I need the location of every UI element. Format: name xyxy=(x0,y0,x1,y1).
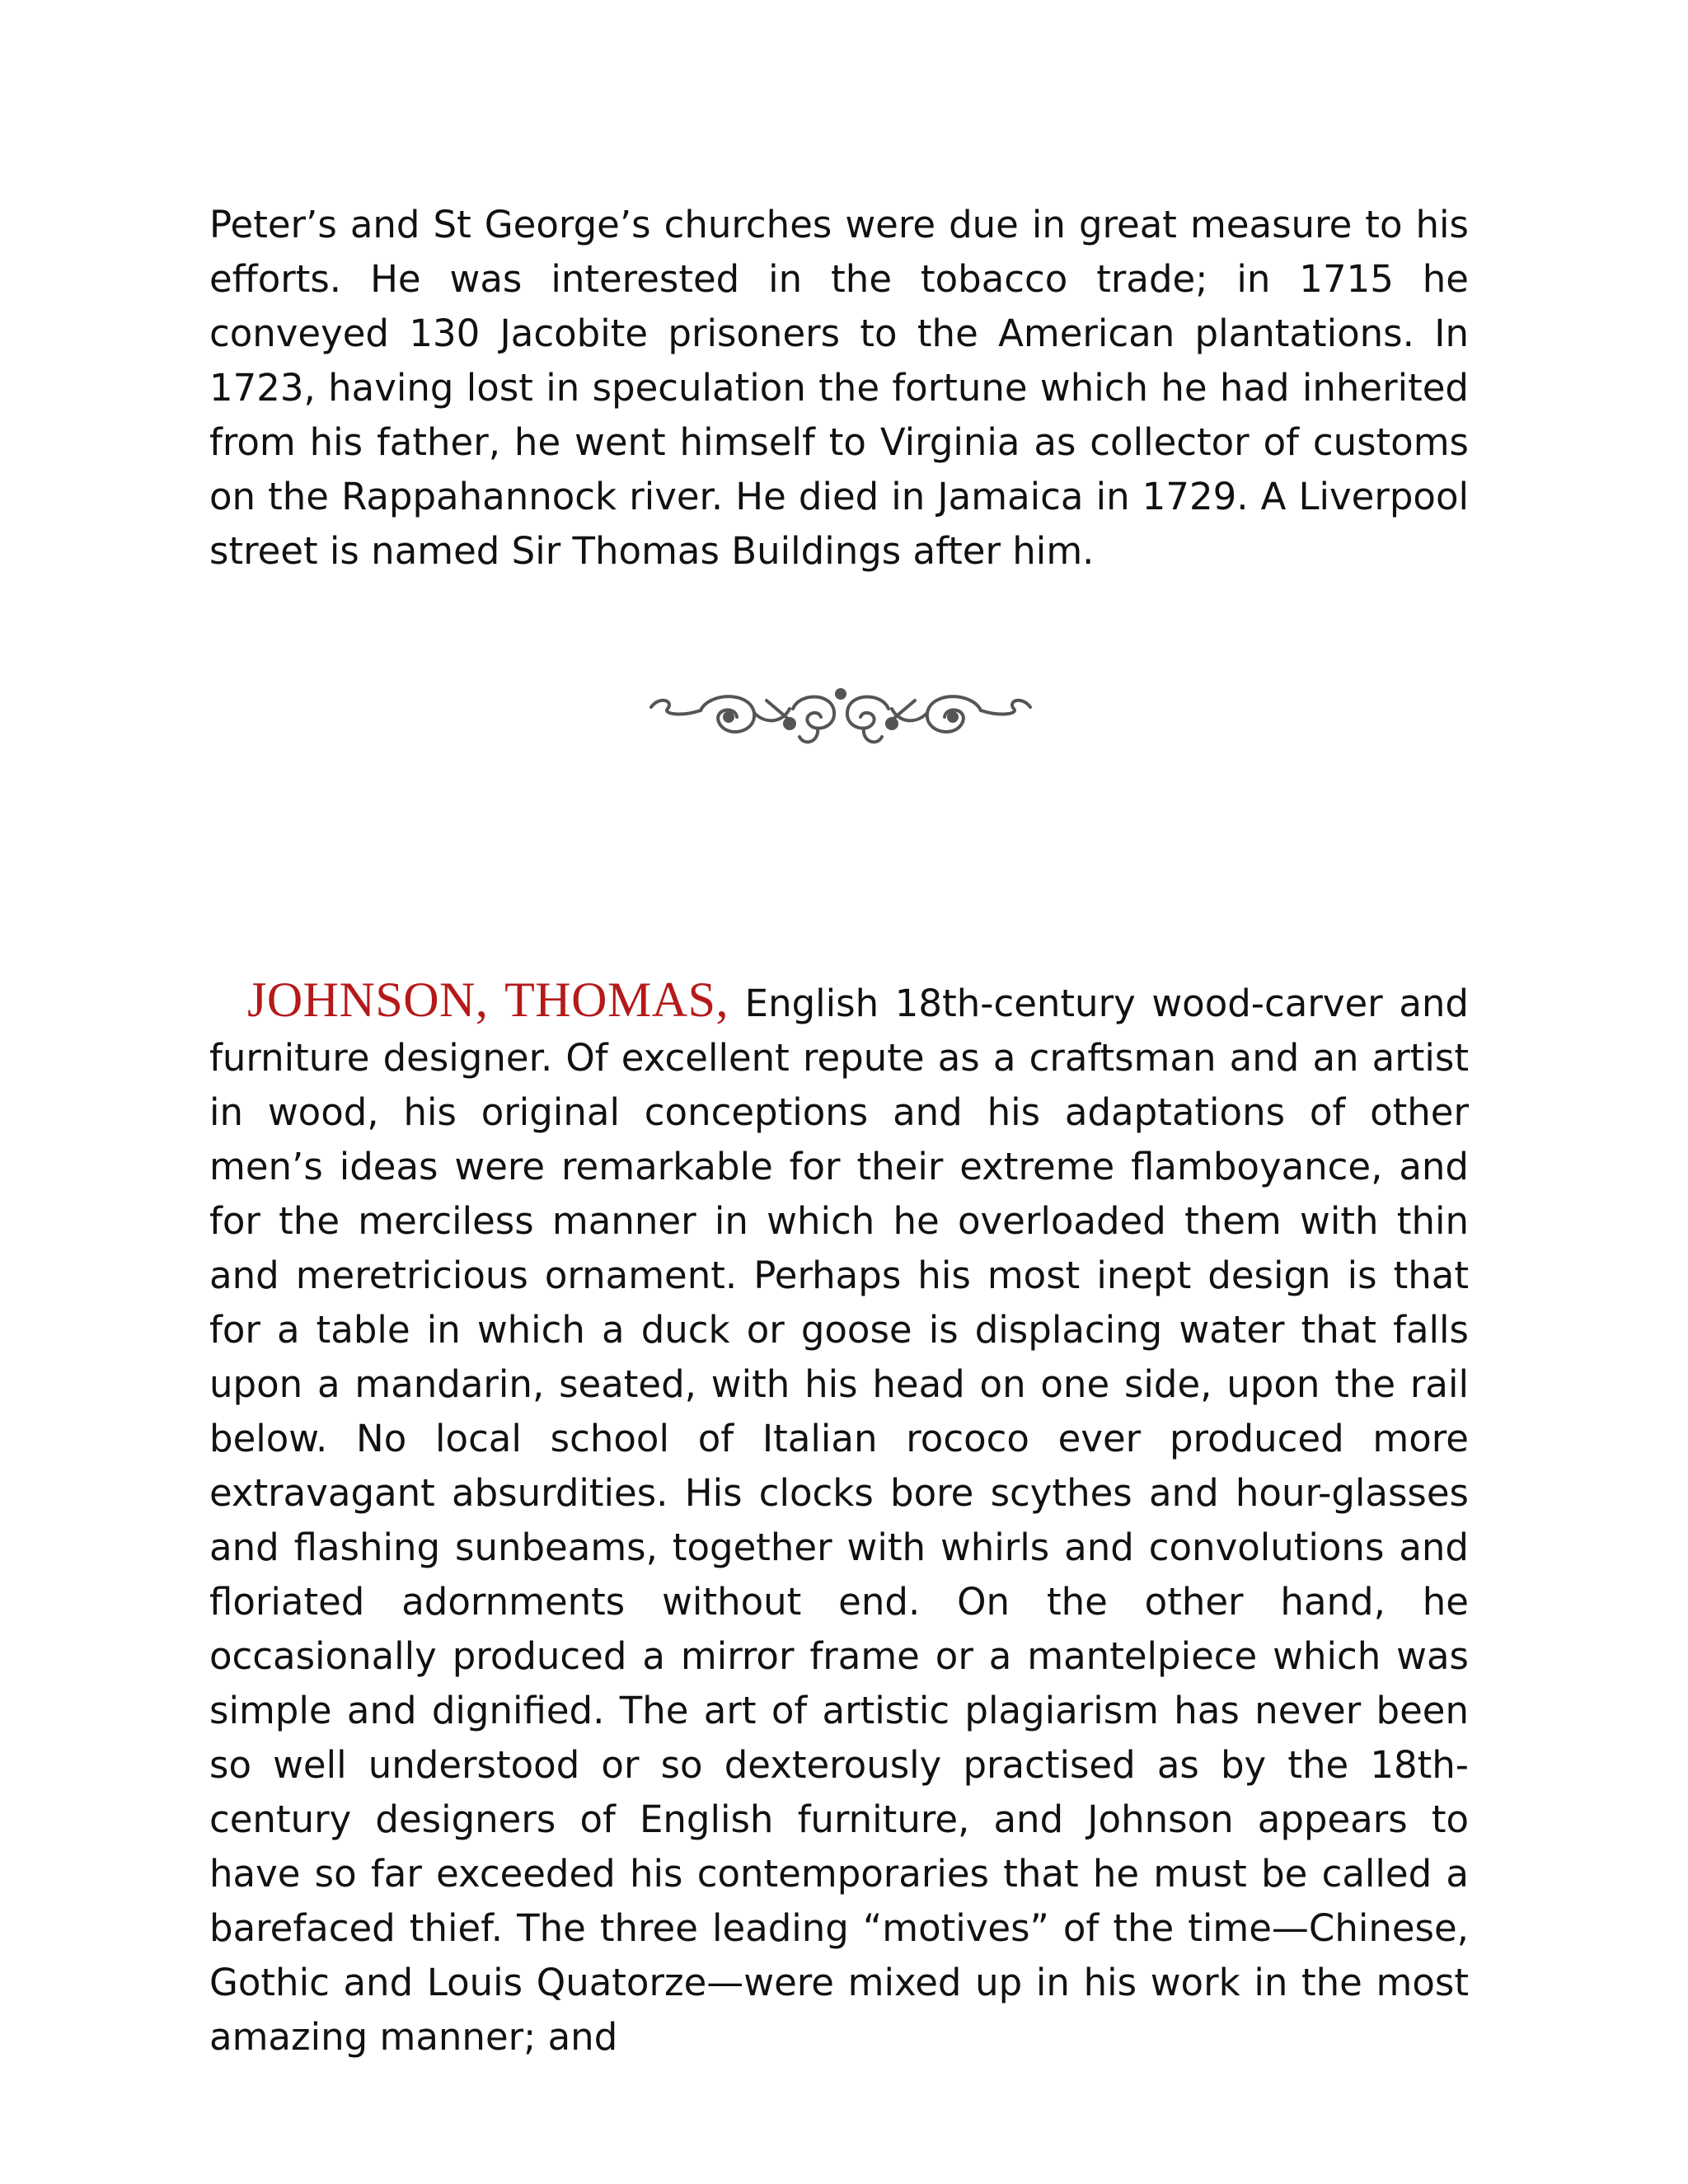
paragraph-continuation: Peter’s and St George’s churches were due in great measure to his efforts. He was interested in the tobacco trade; in 1715 he conveyed 130 Jacobite prisoners to the American plantations. In 1723, having lost in speculation the fortune which he had inherited from his father, he went himself to Virginia as collector of customs on the Rappahannock river. He died in Jamaica in 1729. A Liverpool street is named Sir Thomas Buildings after him. xyxy=(209,203,1469,573)
entry-johnson-thomas xyxy=(209,972,1469,2064)
scroll-flourish-divider-icon xyxy=(643,676,1039,758)
entry-body: English 18th-century wood-carver and furniture designer. Of excellent repute as a craftsman and an artist in wood, his original conceptions and his adaptations of other men’s ideas were remarkable for their extreme flamboyance, and for the merciless manner in which he overloaded them with thin and meretricious ornament. Perhaps his most inept design is that for a table in which a duck or goose is displacing water that falls upon a mandarin, seated, with his head on one side, upon the rail below. No local school of Italian rococo ever produced more extravagant absurdities. His clocks bore scythes and hour-glasses and flashing sunbeams, together with whirls and convolutions and floriated adornments without end. On the other hand, he occasionally produced a mirror frame or a mantelpiece which was simple and dignified. The art of artistic plagiarism has never been so well understood or so dexterously practised as by the 18th-century designers of English furniture, and Johnson appears to have so far exceeded his contemporaries that he must be called a barefaced thief. The three leading “motives” of the time—Chinese, Gothic and Louis Quatorze—were mixed up in his work in the most amazing manner; and xyxy=(209,982,1469,2059)
entry-headword: JOHNSON, THOMAS, xyxy=(247,972,729,1027)
